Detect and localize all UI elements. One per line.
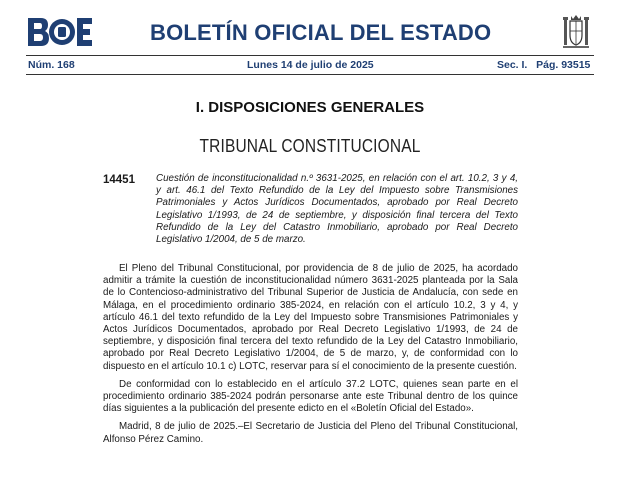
boe-logo: [28, 18, 92, 46]
coat-of-arms-icon: [560, 13, 592, 51]
signature-paragraph: Madrid, 8 de julio de 2025.–El Secretario de Justicia del Pleno del Tribunal Constitucional, Alfonso Pérez Camino.: [103, 421, 518, 445]
issue-number: Núm. 168: [28, 59, 75, 71]
page-header: [0, 0, 620, 71]
section-page: Sec. I. Pág. 93515: [497, 59, 591, 71]
body-paragraph: De conformidad con lo establecido en el artículo 37.2 LOTC, quienes sean parte en el procedimiento ordinario 385-2024 podrán personarse ante este Tribunal dentro de los quince días siguientes a la publicación del presente edicto en el «Boletín Oficial del Estado».: [103, 378, 518, 415]
section-title: I. DISPOSICIONES GENERALES: [195, 99, 425, 116]
document-body: [103, 263, 518, 452]
header-rule-bottom: [26, 74, 594, 75]
body-paragraph: El Pleno del Tribunal Constitucional, por providencia de 8 de julio de 2025, ha acordado admitir a trámite la cuestión de inconstitucionalidad número 3631-2025 planteada por la Sala de lo Contencioso-administrativo del Tribunal Superior de Justicia de Andalucía, con sede en Málaga, en el procedimiento ordinario 385-2024, en relación con el artículo 10.2, 3 y 4, y artículo 46.1 del texto refundido de la Ley del Impuesto sobre Transmisiones Patrimoniales y Actos Jurídicos Documentados, aprobado por Real Decreto Legislativo 1/1993, de 24 de septiembre, y disposición final tercera del texto refundido de la Ley del Catastro Inmobiliario, aprobado por Real Decreto Legislativo 1/2004, de 5 de marzo, y, de conformidad con lo dispuesto en el artículo 10.1 c) LOTC, reservar para sí el conocimiento de la presente cuestión.: [103, 263, 518, 372]
header-rule-top: [26, 55, 594, 56]
provision-number: 14451: [103, 174, 135, 186]
organization-title: TRIBUNAL CONSTITUCIONAL: [199, 136, 421, 156]
publication-title: BOLETÍN OFICIAL DEL ESTADO: [150, 20, 492, 45]
provision-summary: Cuestión de inconstitucionalidad n.º 3631-2025, en relación con el art. 10.2, 3 y 4, y art. 46.1 del Texto Refundido de la Ley del Impuesto sobre Transmisiones Patrimoniales y Actos Jurídicos Documentados, aprobado por Real Decreto Legislativo 1/1993, de 24 de septiembre, y disposición final tercera del Texto Refundido de la Ley del Catastro Inmobiliario, aprobado por Real Decreto Legislativo 1/2004, de 5 de marzo.: [156, 173, 518, 246]
issue-date: Lunes 14 de julio de 2025: [247, 59, 374, 71]
